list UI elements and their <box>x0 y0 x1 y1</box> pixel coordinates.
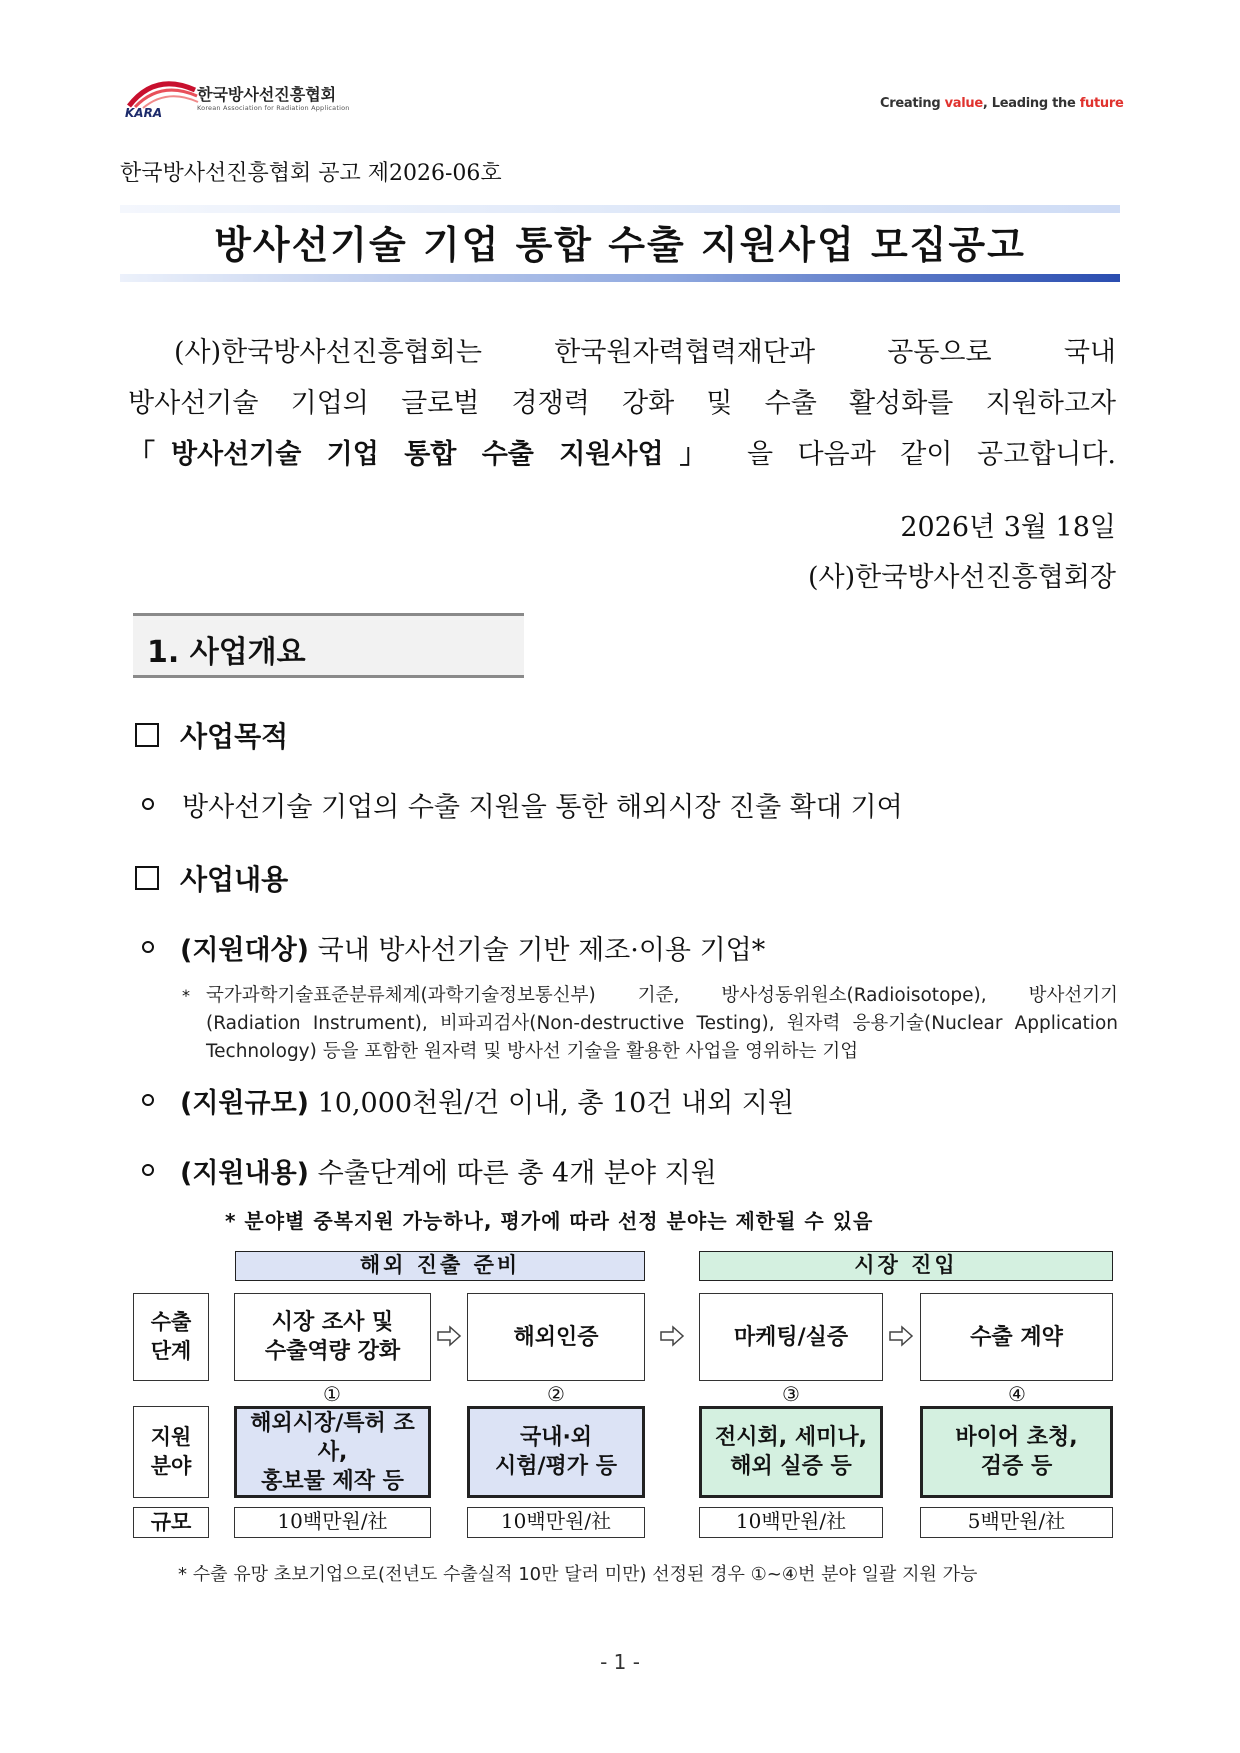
purpose-item: 방사선기술 기업의 수출 지원을 통한 해외시장 진출 확대 기여 <box>182 792 903 823</box>
square-bullet-icon <box>135 723 159 747</box>
content-label: (지원내용) <box>180 1158 310 1189</box>
row-label-stage-line-1: 수출 <box>150 1310 192 1334</box>
scale-label: (지원규모) <box>180 1088 310 1119</box>
section-title: 1. 사업개요 <box>147 635 306 670</box>
stage-box-2 <box>467 1293 645 1381</box>
field-box-4 <box>920 1406 1113 1498</box>
stage-number-2: ② <box>547 1382 565 1406</box>
target-note-line-1: 국가과학기술표준분류체계(과학기술정보통신부) 기준, 방사성동위원소(Radioisotope), 방사선기기 <box>206 985 1118 1006</box>
target-label: (지원대상) <box>180 935 310 966</box>
field-2-line-1: 국내·외 <box>519 1425 593 1450</box>
field-box-2 <box>467 1406 645 1498</box>
row-label-field <box>133 1406 209 1498</box>
stage-box-3 <box>699 1293 883 1381</box>
slogan-value: value <box>944 96 983 111</box>
stage-2-line-1: 해외인증 <box>513 1324 599 1350</box>
stage-1-line-2: 수출역량 강화 <box>264 1339 401 1364</box>
row-label-stage-line-2: 단계 <box>150 1339 192 1363</box>
circle-bullet-icon <box>142 798 154 810</box>
field-1-line-1: 해외시장/특허 조사, <box>250 1410 415 1465</box>
title-bar-top <box>120 205 1120 213</box>
field-4-line-2: 검증 등 <box>980 1454 1053 1479</box>
logo-swoosh-icon <box>125 76 200 110</box>
target-note <box>206 982 1118 1066</box>
phase-entry: 시장 진입 <box>699 1251 1113 1281</box>
field-1-line-2: 홍보물 제작 등 <box>261 1468 404 1494</box>
stage-1-line-1: 시장 조사 및 <box>271 1310 394 1335</box>
phase-prep: 해외 진출 준비 <box>235 1251 645 1281</box>
document-title: 방사선기술 기업 통합 수출 지원사업 모집공고 <box>214 223 1026 267</box>
row-label-field-line-2: 분야 <box>150 1454 192 1478</box>
arrow-right-icon <box>888 1325 914 1347</box>
circle-bullet-icon <box>142 1164 154 1176</box>
stage-number-4: ④ <box>1008 1382 1026 1406</box>
logo-org-name: 한국방사선진흥협회 <box>197 85 337 104</box>
title-bar-bottom <box>120 274 1120 282</box>
target-note-line-3: Technology) 등을 포함한 원자력 및 방사선 기술을 활용한 사업을 영위하는 기업 <box>206 1041 859 1062</box>
field-box-1 <box>234 1406 431 1498</box>
field-3-line-2: 해외 실증 등 <box>730 1454 852 1479</box>
slogan-future: future <box>1079 96 1124 111</box>
row-label-field-line-1: 지원 <box>150 1425 192 1449</box>
page-number: - 1 - <box>600 1650 640 1674</box>
scale-item <box>180 1081 794 1120</box>
field-box-3 <box>699 1406 883 1498</box>
stage-box-4 <box>920 1293 1113 1381</box>
kara-logo <box>125 76 365 126</box>
slogan <box>880 96 1124 111</box>
arrow-right-icon <box>659 1325 685 1347</box>
logo-org-name-en: Korean Association for Radiation Application <box>197 104 350 112</box>
scale-box-2: 10백만원/社 <box>467 1507 645 1538</box>
intro-line-1: (사)한국방사선진흥협회는 한국원자력협력재단과 공동으로 국내 <box>174 337 1116 368</box>
arrow-right-icon <box>436 1325 462 1347</box>
duplicate-support-note: * 분야별 중복지원 가능하나, 평가에 따라 선정 분야는 제한될 수 있음 <box>225 1209 874 1233</box>
square-bullet-icon <box>135 866 159 890</box>
field-3-line-1: 전시회, 세미나, <box>715 1425 867 1450</box>
scale-box-3: 10백만원/社 <box>699 1507 883 1538</box>
stage-3-line-1: 마케팅/실증 <box>733 1324 849 1350</box>
row-label-scale <box>133 1507 209 1538</box>
stage-4-line-1: 수출 계약 <box>970 1324 1063 1350</box>
foot-note: * 수출 유망 초보기업으로(전년도 수출실적 10만 달러 미만) 선정된 경우 ①~④번 분야 일괄 지원 가능 <box>178 1564 978 1585</box>
logo-kara-text: KARA <box>125 106 163 120</box>
field-2-line-2: 시험/평가 등 <box>495 1454 617 1479</box>
intro-line-3 <box>128 429 1116 480</box>
scale-box-1: 10백만원/社 <box>234 1507 431 1538</box>
row-label-stage <box>133 1293 209 1381</box>
target-item <box>180 928 765 967</box>
stage-number-1: ① <box>323 1382 341 1406</box>
content-text: 수출단계에 따른 총 4개 분야 지원 <box>317 1158 717 1189</box>
stage-number-3: ③ <box>782 1382 800 1406</box>
field-4-line-1: 바이어 초청, <box>955 1425 1078 1450</box>
notice-date: 2026년 3월 18일 <box>900 512 1116 543</box>
notice-number: 한국방사선진흥협회 공고 제2026-06호 <box>120 161 502 186</box>
row-label-scale-text: 규모 <box>150 1510 192 1534</box>
intro-line-3-rest: 을 다음과 같이 공고합니다. <box>746 439 1116 470</box>
intro-program-name: 「방사선기술 기업 통합 수출 지원사업」 <box>128 439 723 470</box>
slogan-pre: Creating <box>880 96 945 111</box>
content-item <box>180 1151 717 1190</box>
intro-paragraph <box>128 327 1116 480</box>
intro-line-2: 방사선기술 기업의 글로벌 경쟁력 강화 및 수출 활성화를 지원하고자 <box>128 388 1116 419</box>
purpose-heading: 사업목적 <box>180 720 289 753</box>
signer: (사)한국방사선진흥협회장 <box>808 562 1116 593</box>
scale-text: 10,000천원/건 이내, 총 10건 내외 지원 <box>317 1088 794 1119</box>
circle-bullet-icon <box>142 1094 154 1106</box>
content-heading: 사업내용 <box>180 863 289 896</box>
stage-box-1 <box>234 1293 431 1381</box>
circle-bullet-icon <box>142 941 154 953</box>
scale-box-4: 5백만원/社 <box>920 1507 1113 1538</box>
target-note-line-2: (Radiation Instrument), 비파괴검사(Non-destructive Testing), 원자력 응용기술(Nuclear Application <box>206 1013 1118 1034</box>
target-note-star: * <box>182 986 190 1005</box>
slogan-mid: , Leading the <box>982 96 1080 111</box>
target-text: 국내 방사선기술 기반 제조·이용 기업* <box>317 935 766 966</box>
